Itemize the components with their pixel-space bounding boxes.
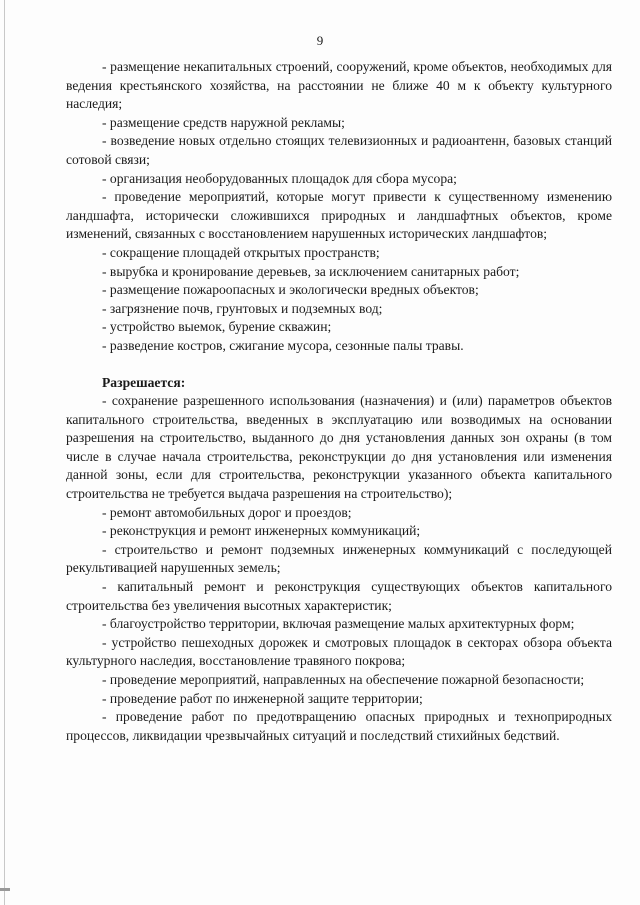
allowed-item: - сохранение разрешенного использования (назначения) и (или) параметров объектов капитального строительства, введенных в эксплуатацию или возводимых на основании разрешения на строительство, выданного до дня установления данных зон охраны (в том числе в случае начала строительства, реконструкции до дня установления или изменения данной зоны, если для строительства, реконструкции указанного объекта капитального строительства не требуется выдача разрешения на строительство); (66, 393, 612, 502)
document-body (66, 58, 612, 745)
prohibited-item: - загрязнение почв, грунтовых и подземных вод; (102, 300, 383, 316)
prohibited-item: - проведение мероприятий, которые могут привести к существенному изменению ландшафта, исторически сложившихся природных и ландшафтных объектов, кроме изменений, связанных с восстановлением нарушенных исторических ландшафтов; (66, 189, 612, 242)
prohibited-item: - разведение костров, сжигание мусора, сезонные палы травы. (102, 337, 464, 353)
allowed-item: - ремонт автомобильных дорог и проездов; (102, 504, 352, 520)
scan-mark (0, 888, 10, 891)
allowed-item: - капитальный ремонт и реконструкция существующих объектов капитального строительства без увеличения высотных характеристик; (66, 579, 612, 613)
allowed-item: - проведение мероприятий, направленных на обеспечение пожарной безопасности; (102, 672, 585, 687)
prohibited-item: - возведение новых отдельно стоящих телевизионных и радиоантенн, базовых станций сотовой связи; (66, 133, 612, 167)
prohibited-item: - размещение некапитальных строений, сооружений, кроме объектов, необходимых для ведения крестьянского хозяйства, на расстоянии не ближе 40 м к объекту культурного наследия; (66, 59, 612, 112)
prohibited-item: - устройство выемок, бурение скважин; (102, 319, 332, 335)
prohibited-item: - вырубка и кронирование деревьев, за исключением санитарных работ; (102, 263, 520, 279)
scan-edge-line (4, 0, 5, 905)
allowed-item: - благоустройство территории, включая размещение малых архитектурных форм; (102, 616, 575, 632)
allowed-item: - реконструкция и ремонт инженерных коммуникаций; (102, 523, 421, 539)
section-gap (66, 356, 612, 374)
allowed-item: - устройство пешеходных дорожек и смотровых площадок в секторах обзора объекта культурного наследия, восстановление травяного покрова; (66, 634, 612, 669)
allowed-item: - проведение работ по инженерной защите территории; (102, 690, 423, 706)
allowed-heading: Разрешается: (102, 374, 186, 390)
allowed-item: - строительство и ремонт подземных инженерных коммуникаций с последующей рекультивацией нарушенных земель; (66, 541, 612, 576)
prohibited-item: - организация необорудованных площадок для сбора мусора; (102, 170, 457, 186)
page-number: 9 (316, 33, 324, 48)
prohibited-item: - размещение пожароопасных и экологически вредных объектов; (102, 282, 479, 298)
prohibited-item: - сокращение площадей открытых пространств; (102, 244, 380, 260)
prohibited-item: - размещение средств наружной рекламы; (102, 114, 345, 130)
allowed-item: - проведение работ по предотвращению опасных природных и техноприродных процессов, ликвидации чрезвычайных ситуаций и последствий стихийных бедствий. (66, 709, 612, 743)
